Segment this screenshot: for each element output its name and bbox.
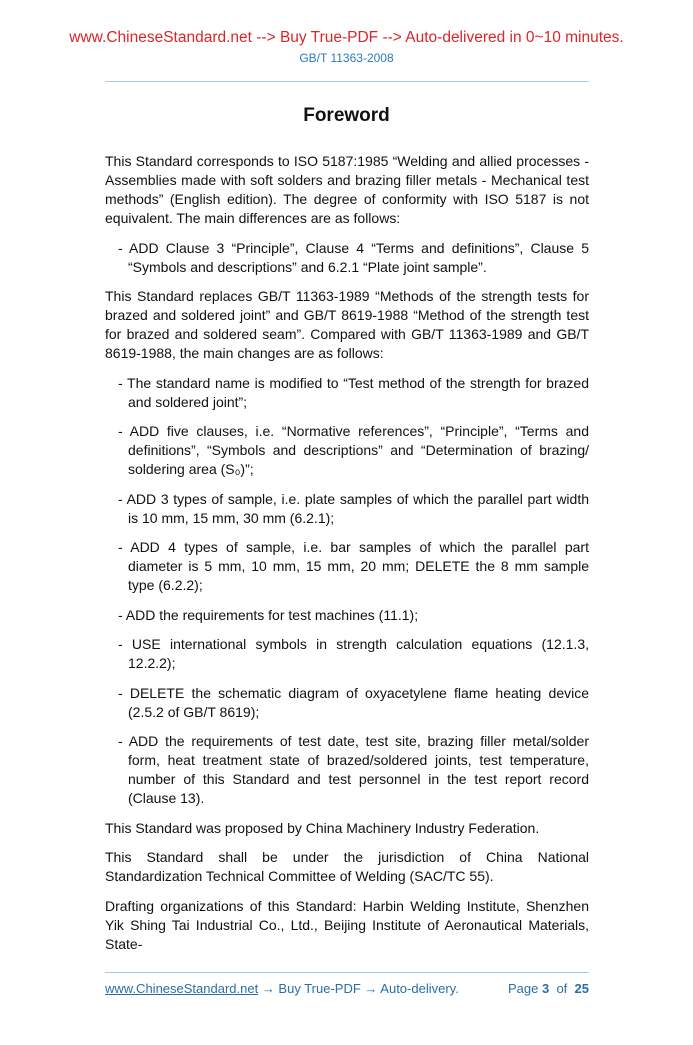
list-item-change: - USE international symbols in strength calculation equations (12.1.3, 12.2.2); [118,636,589,671]
list-item-change: - ADD five clauses, i.e. “Normative references”, “Principle”, “Terms and definitions”, “Symbols and descriptions” and “Determination of brazing/ soldering area (S₀)”; [118,423,589,477]
header-divider [105,81,589,82]
list-item-change: - ADD the requirements for test machines (11.1); [118,606,419,623]
list-item-change: - ADD the requirements of test date, test site, brazing filler metal/solder form, heat treatment state of brazed/soldered joints, test temperature, number of this Standard and test personnel in the test report record (Clause 13). [118,733,589,806]
paragraph-drafting-organizations: Drafting organizations of this Standard: Harbin Welding Institute, Shenzhen Yik Shing Tai Industrial Co., Ltd., Beijing Institute of Aeronautical Materials, State- [105,897,589,952]
paragraph-correspondence: This Standard corresponds to ISO 5187:1985 “Welding and allied processes - Assemblies made with soft solders and brazing filler metals - Mechanical test methods” (English edition). The degree of conformity with ISO 5187 is not equivalent. The main differences are as follows: [105,153,589,226]
page-current: 3 [541,981,550,996]
header-promo-banner[interactable]: www.ChineseStandard.net --> Buy True-PDF --> Auto-delivered in 0~10 minutes. [69,29,624,46]
footer-promo-text: → Buy True-PDF → Auto-delivery. [258,981,459,996]
list-item-change: - The standard name is modified to “Test method of the strength for brazed and soldered joint”; [118,374,589,410]
page-indicator [508,981,589,997]
page-total: 25 [574,981,589,996]
footer-site-link[interactable]: www.ChineseStandard.net [105,981,259,996]
of-label: of [556,981,568,996]
paragraph-proposed-by: This Standard was proposed by China Machinery Industry Federation. [105,819,540,836]
footer-divider [105,972,589,973]
page-title: Foreword [303,105,390,126]
footer [105,981,589,1045]
paragraph-jurisdiction: This Standard shall be under the jurisdiction of China National Standardization Technical Committee of Welding (SAC/TC 55). [105,849,589,884]
list-item-change: - DELETE the schematic diagram of oxyacetylene flame heating device (2.5.2 of GB/T 8619); [118,684,589,720]
page-label: Page [507,981,539,996]
list-item-difference: - ADD Clause 3 “Principle”, Clause 4 “Terms and definitions”, Clause 5 “Symbols and descriptions” and 6.2.1 “Plate joint sample”. [118,239,589,275]
standard-code: GB/T 11363-2008 [299,51,394,65]
list-item-change: - ADD 4 types of sample, i.e. bar samples of which the parallel part diameter is 5 mm, 10 mm, 15 mm, 20 mm; DELETE the 8 mm sample type (6.2.2); [118,539,589,593]
foreword-body [105,152,589,964]
paragraph-replaces: This Standard replaces GB/T 11363-1989 “Methods of the strength tests for brazed and soldered joint” and GB/T 8619-1988 “Method of the strength test for brazed and soldered seam”. Compared with GB/T 11363-1989 and GB/T 8619-1988, the main changes are as follows: [105,288,589,361]
list-item-change: - ADD 3 types of sample, i.e. plate samples of which the parallel part width is 10 mm, 15 mm, 30 mm (6.2.1); [118,490,589,526]
footer-promo [105,981,459,997]
